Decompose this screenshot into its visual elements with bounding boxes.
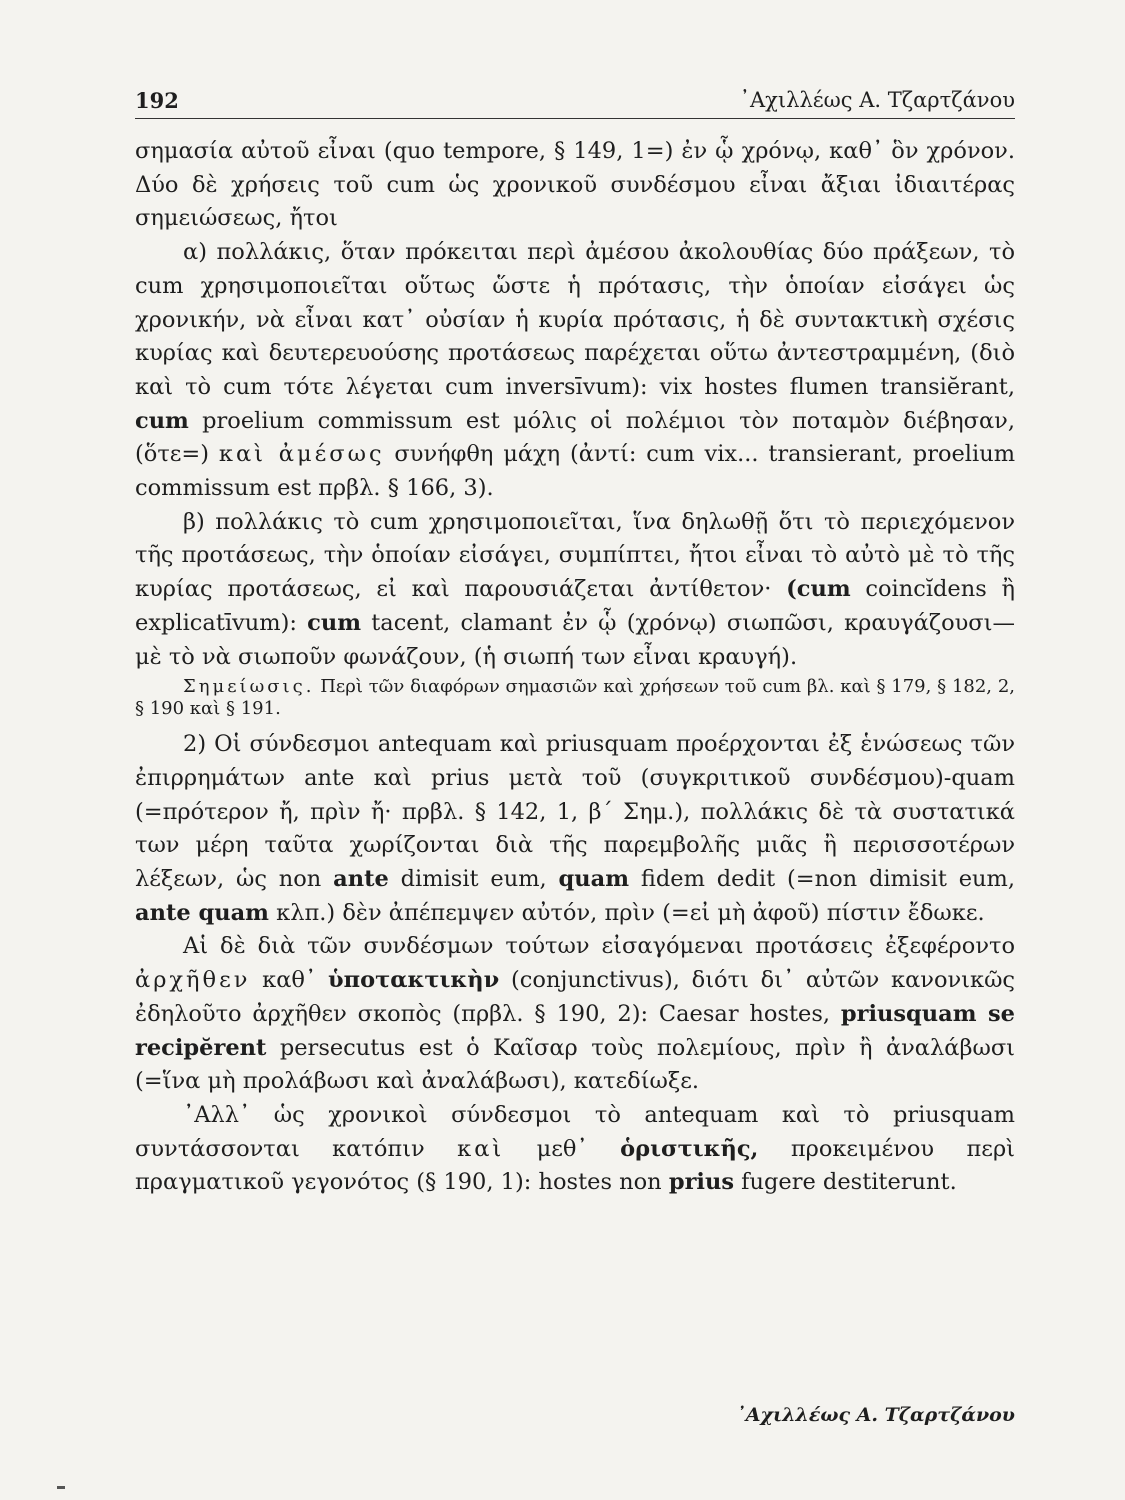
bold-term: cum xyxy=(135,407,189,434)
bold-term: ante quam xyxy=(135,899,269,926)
note xyxy=(135,676,1015,720)
text-run: β) πολλάκις τὸ cum χρησιμοποιεῖται, ἵνα δηλωθῇ ὅτι τὸ περιεχόμενον τῆς προτάσεως, τὴν ὁποίαν εἰσάγει, συμπίπτει, ἤτοι εἶναι τὸ αὐτὸ μὲ τὸ τῆς κυρίας προτάσεως, εἰ καὶ παρουσιάζεται ἀντίθετον· xyxy=(135,508,1015,603)
paragraph-subjunctive xyxy=(135,930,1015,1099)
paragraph-indicative xyxy=(135,1099,1015,1200)
bold-term: ὁριστικῆς, xyxy=(620,1135,759,1162)
text-run: σημασία αὐτοῦ εἶναι (quo tempore, § 149, 1=) ἐν ᾧ χρόνῳ, καθ᾿ ὃν χρόνον. Δύο δὲ χρήσεις τοῦ cum ὡς χρονικοῦ συνδέσμου εἶναι ἄξιαι ἰδιαιτέρας σημειώσεως, ἤτοι xyxy=(135,138,1015,232)
paragraph-cum-inversivum xyxy=(135,236,1015,506)
bold-term: (cum xyxy=(786,576,851,603)
body-text xyxy=(135,135,1015,1200)
author-signature: ᾿Αχιλλέως Α. Τζαρτζάνου xyxy=(736,1404,1015,1426)
running-title: ᾿Αχιλλέως Α. Τζαρτζάνου xyxy=(739,88,1015,112)
paragraph-1 xyxy=(135,135,1015,236)
spaced-term: ἀρχῆθεν xyxy=(135,967,251,994)
spaced-term: καὶ ἀμέσως xyxy=(218,441,385,468)
bold-term: ὑποτακτικὴν xyxy=(327,967,500,994)
text-run: καθ᾿ xyxy=(262,967,317,994)
text-run: fidem dedit (=non dimisit eum, xyxy=(640,866,1015,893)
text-run: proelium commissum est μόλις οἱ πολέμιοι τὸν ποταμὸν διέβησαν, (ὅτε=) xyxy=(135,407,1015,468)
text-run: συνήφθη μάχη (ἀντί: cum vix... transierant, proelium commissum est πρβλ. § 166, 3). xyxy=(135,441,1016,502)
page-header xyxy=(135,86,1015,119)
text-run: κλπ.) δὲν ἀπέπεμψεν αὐτόν, πρὶν (=εἰ μὴ ἀφοῦ) πίστιν ἔδωκε. xyxy=(276,899,985,926)
text-run: (conjunctivus), διότι δι᾿ αὐτῶν κανονικῶς ἐδηλοῦτο ἀρχῆθεν σκοπὸς (πρβλ. § 190, 2): Caesar hostes, xyxy=(135,967,1016,1027)
note-text: Περὶ τῶν διαφόρων σημασιῶν καὶ χρήσεων τοῦ cum βλ. καὶ § 179, § 182, 2, § 190 καὶ § 191. xyxy=(135,676,1016,720)
paragraph-cum-coincidens xyxy=(135,506,1015,675)
spaced-term: καὶ xyxy=(457,1135,505,1162)
paragraph-antequam xyxy=(135,728,1015,930)
bold-term: priusquam se recipĕrent xyxy=(135,1000,1016,1061)
text-run: προκειμένου περὶ πραγματικοῦ γεγονότος (§ 190, 1): hostes non xyxy=(135,1135,1016,1196)
text-run: tacent, clamant ἐν ᾧ (χρόνῳ) σιωπῶσι, κραυγάζουσι—μὲ τὸ νὰ σιωποῦν φωνάζουν, (ἡ σιωπή των εἶναι κραυγή). xyxy=(135,609,1015,670)
text-run: α) πολλάκις, ὅταν πρόκειται περὶ ἀμέσου ἀκολουθίας δύο πράξεων, τὸ cum χρησιμοποιεῖται οὕτως ὥστε ἡ πρότασις, τὴν ὁποίαν εἰσάγει ὡς χρονικήν, νὰ εἶναι κατ᾿ οὐσίαν ἡ κυρία πρότασις, ἡ δὲ συντακτικὴ σχέσις κυρίας καὶ δευτερευούσης προτάσεως παρέχεται οὕτω ἀντεστραμμένη, (διὸ καὶ τὸ cum τότε λέγεται cum inversīvum): vix hostes flumen transiĕrant, xyxy=(135,239,1015,400)
scan-mark xyxy=(57,1486,65,1489)
bold-term: quam xyxy=(558,866,630,893)
text-run: fugere destiterunt. xyxy=(741,1169,957,1196)
bold-term: prius xyxy=(668,1169,735,1196)
text-run: ᾿Αλλ᾿ ὡς χρονικοὶ σύνδεσμοι τὸ antequam καὶ τὸ priusquam συντάσσονται κατόπιν xyxy=(135,1101,1015,1162)
note-label: Σημείωσις. xyxy=(183,676,315,698)
bold-term: ante xyxy=(333,866,389,893)
text-run: Αἱ δὲ διὰ τῶν συνδέσμων τούτων εἰσαγόμεναι προτάσεις ἐξεφέροντο xyxy=(183,933,1015,960)
text-run: persecutus est ὁ Καῖσαρ τοὺς πολεμίους, πρὶν ἢ ἀναλάβωσι (=ἵνα μὴ προλάβωσι καὶ ἀναλάβωσι), κατεδίωξε. xyxy=(135,1034,1015,1095)
page-number: 192 xyxy=(135,88,179,113)
text-run: μεθ᾿ xyxy=(536,1135,588,1162)
text-run: 2) Οἱ σύνδεσμοι antequam καὶ priusquam προέρχονται ἐξ ἑνώσεως τῶν ἐπιρρημάτων ante καὶ prius μετὰ τοῦ (συγκριτικοῦ συνδέσμου)-quam (=πρότερον ἤ, πρὶν ἤ· πρβλ. § 142, 1, β΄ Σημ.), πολλάκις δὲ τὰ συστατικά των μέρη ταῦτα χωρίζονται διὰ τῆς παρεμβολῆς μιᾶς ἢ περισσοτέρων λέξεων, ὡς non xyxy=(135,731,1015,893)
text-run: dimisit eum, xyxy=(400,866,547,893)
text-run: coincĭdens ἢ explicatīvum): xyxy=(135,576,1015,636)
bold-term: cum xyxy=(307,609,362,636)
